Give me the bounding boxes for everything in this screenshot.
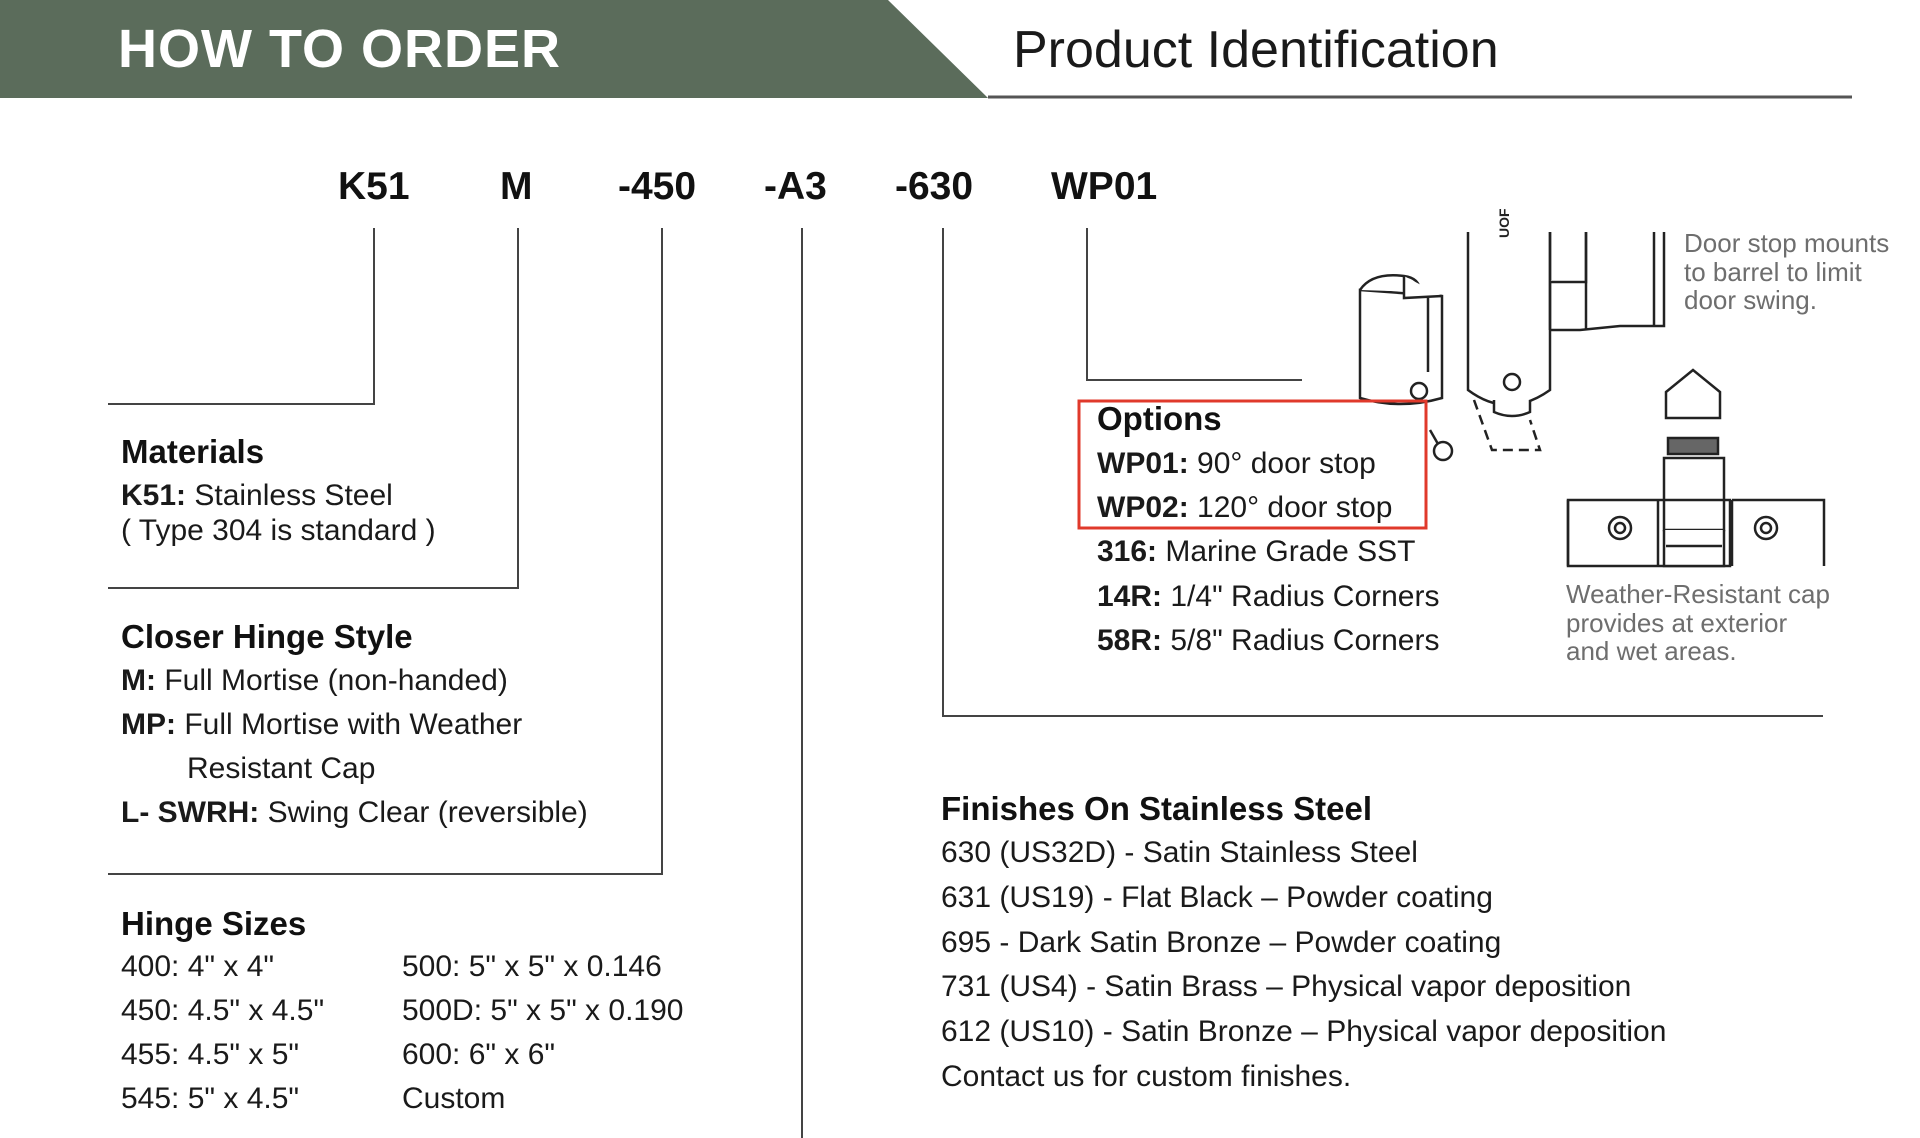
materials-heading: Materials: [121, 433, 265, 470]
door-stop-illustration: [1360, 232, 1664, 460]
finish-item: 631 (US19) - Flat Black – Powder coating: [941, 881, 1493, 914]
hinge-size: 400: 4" x 4": [121, 950, 275, 983]
hinge-style-heading: Closer Hinge Style: [121, 618, 413, 655]
hinge-style-item: L- SWRH: Swing Clear (reversible): [121, 796, 588, 829]
connector-options: [1087, 228, 1302, 380]
hinge-style-item: MP: Full Mortise with Weather: [121, 708, 523, 741]
hinge-size: 455: 4.5" x 5": [121, 1038, 300, 1071]
barrel-label: UOF: [1496, 208, 1512, 238]
hinge-size: 500D: 5" x 5" x 0.190: [402, 994, 684, 1027]
option-item: WP02: 120° door stop: [1097, 491, 1393, 524]
hinge-sizes-heading: Hinge Sizes: [121, 905, 307, 942]
materials-note: ( Type 304 is standard ): [121, 514, 436, 547]
code-630: -630: [895, 165, 974, 208]
option-item: 58R: 5/8" Radius Corners: [1097, 624, 1440, 657]
code-m: M: [500, 165, 533, 208]
how-to-order-banner: HOW TO ORDER: [118, 19, 561, 79]
page-title: Product Identification: [1013, 21, 1499, 79]
options-heading: Options: [1097, 400, 1222, 437]
hinge-size: 450: 4.5" x 4.5": [121, 994, 325, 1027]
finish-note: Contact us for custom finishes.: [941, 1060, 1352, 1093]
materials-item: K51: Stainless Steel: [121, 479, 393, 512]
finish-item: 695 - Dark Satin Bronze – Powder coating: [941, 926, 1502, 959]
finish-item: 630 (US32D) - Satin Stainless Steel: [941, 836, 1418, 869]
finishes-heading: Finishes On Stainless Steel: [941, 790, 1372, 827]
code-k51: K51: [338, 165, 410, 208]
door-stop-caption: Door stop mounts to barrel to limit door swing.: [1684, 228, 1890, 316]
code-450: -450: [618, 165, 697, 208]
hinge-size: 500: 5" x 5" x 0.146: [402, 950, 662, 983]
finish-item: 731 (US4) - Satin Brass – Physical vapor deposition: [941, 970, 1632, 1003]
code-wp01: WP01: [1051, 165, 1158, 208]
option-item: WP01: 90° door stop: [1097, 447, 1376, 480]
option-item: 14R: 1/4" Radius Corners: [1097, 580, 1440, 613]
hinge-style-item-continued: Resistant Cap: [187, 752, 376, 785]
hinge-size: Custom: [402, 1082, 506, 1115]
connector-materials: [108, 228, 374, 404]
weather-cap-illustration: [1568, 370, 1824, 566]
code-a3: -A3: [764, 165, 827, 208]
finish-item: 612 (US10) - Satin Bronze – Physical vapor deposition: [941, 1015, 1667, 1048]
hinge-style-item: M: Full Mortise (non-handed): [121, 664, 508, 697]
weather-cap-caption: Weather-Resistant cap provides at exterior and wet areas.: [1566, 579, 1830, 667]
option-item: 316: Marine Grade SST: [1097, 535, 1416, 568]
hinge-size: 545: 5" x 4.5": [121, 1082, 300, 1115]
hinge-size: 600: 6" x 6": [402, 1038, 556, 1071]
